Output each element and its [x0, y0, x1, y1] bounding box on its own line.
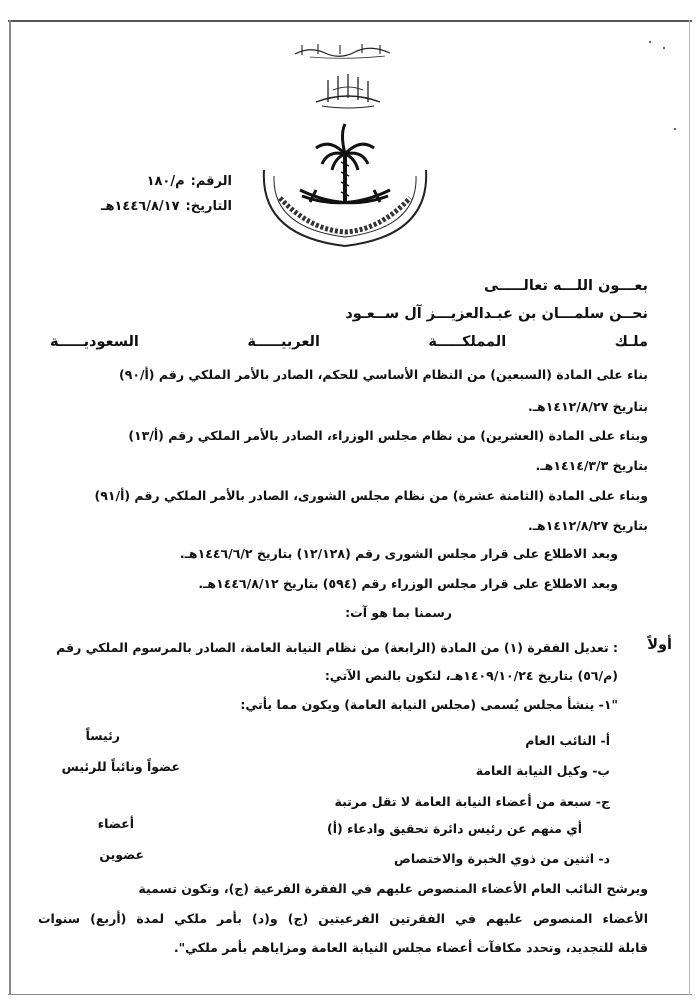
- scan-speck: [663, 47, 665, 49]
- ref-value: م/١٨٠: [146, 174, 185, 189]
- reference-number: [147, 174, 232, 189]
- article-line-2: (م/٥٦) بتاريخ ١٤٠٩/١٠/٢٤هـ، لتكون بالنص الآتي:: [324, 668, 618, 683]
- recital-1: بناء على المادة (السبعين) من النظام الأساسي للحكم، الصادر بالأمر الملكي رقم (أ/٩٠): [118, 367, 648, 382]
- recital-2-date: بتاريخ ١٤١٤/٣/٣هـ.: [535, 458, 648, 473]
- basmala-calligraphy: [290, 40, 400, 60]
- member-c-role: أعضاء: [97, 816, 134, 831]
- invocation: بعـــون اللـــه تعالـــــى: [483, 278, 648, 294]
- scan-speck: [674, 128, 676, 130]
- date-label: التاريخ:: [185, 199, 232, 214]
- scan-border-left: [9, 20, 11, 995]
- recital-3: وبناء على المادة (الثامنة عشرة) من نظام مجلس الشورى، الصادر بالأمر الملكي رقم (أ/٩١): [94, 488, 648, 503]
- article-para-1: ويرشح النائب العام الأعضاء المنصوص عليهم في الفقرة الفرعية (ج)، وتكون تسمية: [138, 881, 648, 896]
- recital-5: وبعد الاطلاع على قرار مجلس الوزراء رقم (٥٩٤) بتاريخ ١٤٤٦/٨/١٢هـ.: [198, 576, 618, 591]
- recital-1-date: بتاريخ ١٤١٢/٨/٢٧هـ.: [528, 399, 648, 414]
- member-c: ج- سبعة من أعضاء النيابة العامة لا تقل مرتبة: [334, 794, 610, 809]
- document-date: [101, 199, 232, 214]
- article-para-3: قابلة للتجديد، وتحدد مكافآت أعضاء مجلس النيابة العامة ومزاياهم بأمر ملكي".: [173, 940, 648, 955]
- saudi-emblem: [250, 118, 440, 258]
- article-para-2: الأعضاء المنصوص عليهم في الفقرتين الفرعيتين (ج) و(د) بأمر ملكي لمدة (أربع) سنوات: [38, 911, 648, 926]
- recital-2: وبناء على المادة (العشرين) من نظام مجلس الوزراء، الصادر بالأمر الملكي رقم (أ/١٣): [128, 428, 648, 443]
- scan-border-right: [689, 20, 690, 995]
- article-line-3: "١- ينشأ مجلس يُسمى (مجلس النيابة العامة) ويكون مما يأتي:: [240, 697, 618, 712]
- member-d-role: عضوين: [99, 847, 144, 862]
- king-title: ملـك المملكـــــة العربيـــــة السعوديـــــة: [50, 334, 648, 350]
- date-value: ١٤٤٦/٨/١٧هـ: [101, 199, 180, 214]
- scan-border-bottom: [8, 994, 692, 995]
- scan-border-top: [8, 20, 692, 22]
- recital-3-date: بتاريخ ١٤١٢/٨/٢٧هـ.: [528, 518, 648, 533]
- ref-label: الرقم:: [190, 174, 232, 189]
- article-number: أولاً: [647, 637, 672, 653]
- member-d: د- اثنين من ذوي الخبرة والاختصاص: [394, 851, 610, 866]
- member-b-role: عضواً ونائباً للرئيس: [61, 759, 180, 774]
- member-c-qualifier: أي منهم عن رئيس دائرة تحقيق وادعاء (أ): [327, 821, 582, 836]
- king-name: نحــن سلمـــان بن عبـدالعزيـــز آل ســعـود: [345, 306, 648, 322]
- shahada-calligraphy: [308, 72, 388, 110]
- scan-speck: [649, 41, 651, 43]
- member-a-role: رئيساً: [85, 728, 120, 743]
- member-b: ب- وكيل النيابة العامة: [475, 763, 610, 778]
- member-a: أ- النائب العام: [525, 733, 610, 748]
- recital-4: وبعد الاطلاع على قرار مجلس الشورى رقم (١٢/١٢٨) بتاريخ ١٤٤٦/٦/٢هـ.: [179, 546, 618, 561]
- decree-formula: رسمنا بما هو آت:: [345, 605, 452, 620]
- article-line-1: : تعديل الفقرة (١) من المادة (الرابعة) من نظام النيابة العامة، الصادر بالمرسوم الملكي رقم: [56, 640, 618, 655]
